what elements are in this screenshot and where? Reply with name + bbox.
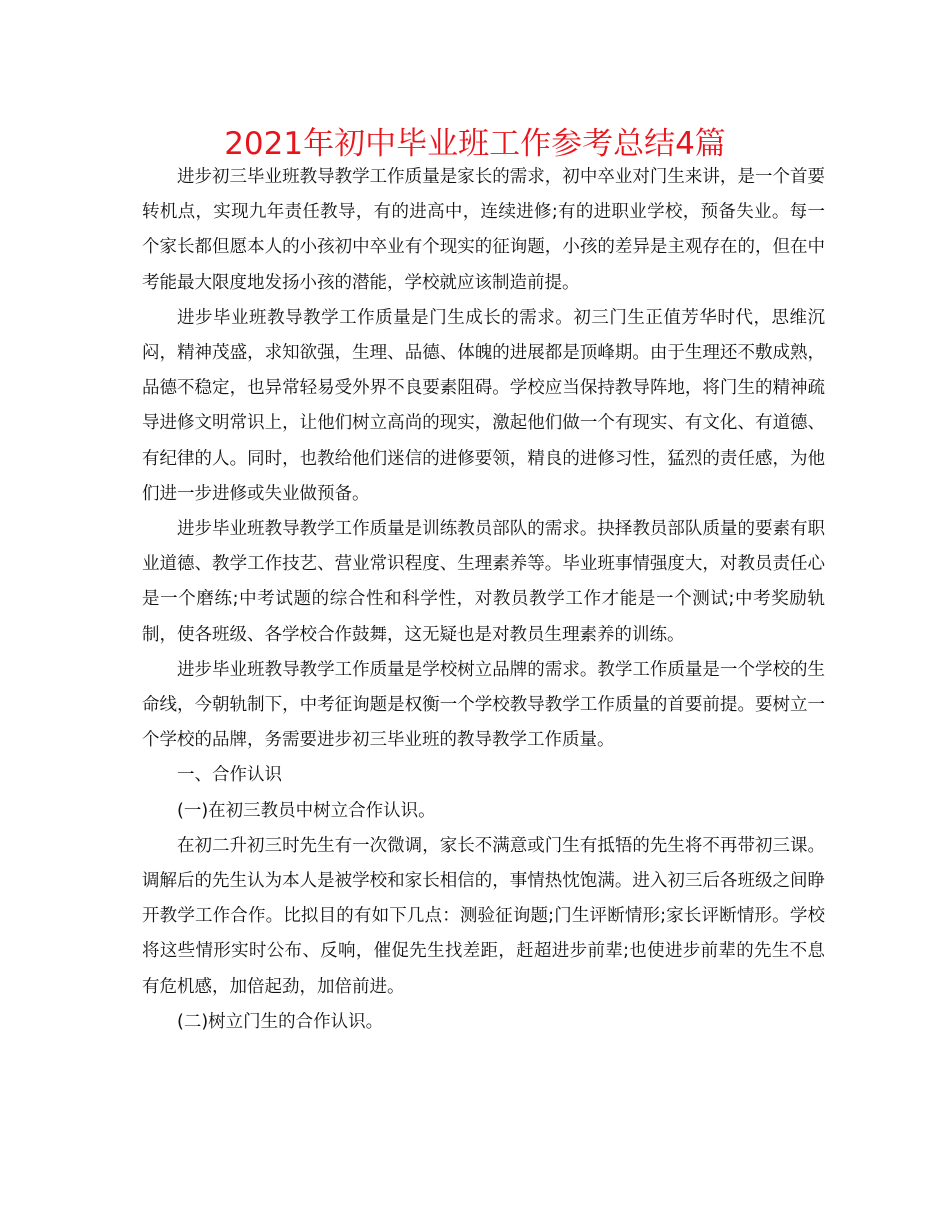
document-body [142,160,825,1040]
paragraph-parents-need: 进步初三毕业班教导教学工作质量是家长的需求，初中卒业对门生来讲，是一个首要转机点，实现九年责任教导，有的进高中，连续进修;有的进职业学校，预备失业。每一个家长都但愿本人的小孩初中卒业有个现实的征询题，小孩的差异是主观存在的，但在中考能最大限度地发扬小孩的潜能，学校就应该制造前提。 [142,167,825,293]
paragraph-school-brand: 进步毕业班教导教学工作质量是学校树立品牌的需求。教学工作质量是一个学校的生命线，今朝轨制下，中考征询题是权衡一个学校教导教学工作质量的首要前提。要树立一个学校的品牌，务需要进步初三毕业班的教导教学工作质量。 [142,659,825,751]
paragraph-student-growth: 进步毕业班教导教学工作质量是门生成长的需求。初三门生正值芳华时代，思维沉闷，精神茂盛，求知欲强，生理、品德、体魄的进展都是顶峰期。由于生理还不敷成熟，品德不稳定，也异常轻易受外界不良要素阻碍。学校应当保持教导阵地，将门生的精神疏导进修文明常识上，让他们树立高尚的现实，激起他们做一个有现实、有文化、有道德、有纪律的人。同时，也教给他们迷信的进修要领，精良的进修习性，猛烈的责任感，为他们进一步进修或失业做预备。 [142,307,825,504]
paragraph-teacher-training: 进步毕业班教导教学工作质量是训练教员部队的需求。抉择教员部队质量的要素有职业道德、教学工作技艺、营业常识程度、生理素养等。毕业班事情强度大，对教员责任心是一个磨练;中考试题的综合性和科学性，对教员教学工作才能是一个测试;中考奖励轨制，使各班级、各学校合作鼓舞，这无疑也是对教员生理素养的训练。 [142,519,825,645]
subheading-student-competition: (二)树立门生的合作认识。 [177,1011,384,1032]
section-heading-competition: 一、合作认识 [177,765,282,786]
document-title: 2021年初中毕业班工作参考总结4篇 [224,126,726,162]
paragraph-teacher-adjustment: 在初二升初三时先生有一次微调，家长不满意或门生有抵牾的先生将不再带初三课。调解后的先生认为本人是被学校和家长相信的，事情热忱饱满。进入初三后各班级之间睁开教学工作合作。比拟目的有如下几点：测验征询题;门生评断情形;家长评断情形。学校将这些情形实时公布、反响，催促先生找差距，赶超进步前辈;也使进步前辈的先生不息有危机感，加倍起劲，加倍前进。 [142,835,825,997]
subheading-teacher-competition: (一)在初三教员中树立合作认识。 [177,800,436,821]
